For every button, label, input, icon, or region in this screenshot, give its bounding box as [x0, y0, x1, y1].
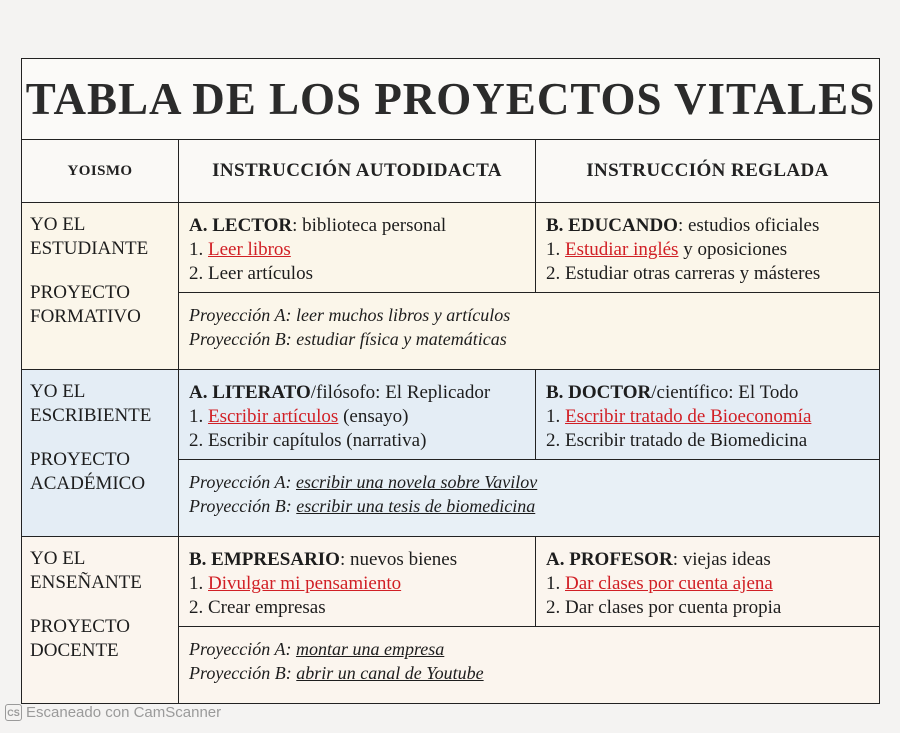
cell-educando: [536, 203, 880, 293]
cell-lector: [179, 203, 536, 293]
row-label-estudiante: [22, 203, 179, 370]
cell-title: A. PROFESOR: viejas ideas: [546, 549, 771, 570]
header-autodidacta: INSTRUCCIÓN AUTODIDACTA: [179, 140, 536, 203]
cell-item: 1. Estudiar inglés y oposiciones: [546, 239, 788, 260]
cell-item: 1. Escribir tratado de Bioeconomía: [546, 406, 812, 427]
projection-a: Proyección A: leer muchos libros y artículos: [189, 305, 511, 325]
row-label-line: ENSEÑANTE: [30, 572, 142, 593]
cell-doctor: [536, 370, 880, 460]
header-yoismo: YOISMO: [22, 140, 179, 203]
row-label-line: FORMATIVO: [30, 306, 141, 327]
cell-title: A. LECTOR: biblioteca personal: [189, 215, 447, 236]
cell-literato: [179, 370, 536, 460]
row-label-line: PROYECTO: [30, 282, 130, 303]
highlighted-task: Estudiar inglés: [565, 239, 679, 260]
projection-b: Proyección B: abrir un canal de Youtube: [189, 663, 484, 683]
cell-item: 1. Divulgar mi pensamiento: [189, 573, 402, 594]
row-label-line: ESCRIBIENTE: [30, 405, 152, 426]
cell-profesor: [536, 537, 880, 627]
row-label-escribiente: [22, 370, 179, 537]
row-label-ensenante: [22, 537, 179, 704]
cell-item: 1. Dar clases por cuenta ajena: [546, 573, 773, 594]
row-label-line: DOCENTE: [30, 640, 119, 661]
row-label-line: YO EL: [30, 381, 86, 402]
projection-b: Proyección B: estudiar física y matemáticas: [189, 329, 507, 349]
row-label-line: PROYECTO: [30, 449, 130, 470]
row-label-line: YO EL: [30, 548, 86, 569]
highlighted-task: Leer libros: [208, 239, 291, 260]
projection-a: Proyección A: montar una empresa: [189, 639, 445, 659]
highlighted-task: Escribir artículos: [208, 406, 339, 427]
projects-table: [21, 58, 880, 704]
cell-item: 2. Estudiar otras carreras y másteres: [546, 263, 821, 284]
row-label-line: ACADÉMICO: [30, 473, 146, 494]
table-title: TABLA DE LOS PROYECTOS VITALES: [22, 59, 880, 140]
cell-title: A. LITERATO/filósofo: El Replicador: [189, 382, 491, 403]
row-label-line: PROYECTO: [30, 616, 130, 637]
projection-docente: [179, 627, 880, 704]
projection-academico: [179, 460, 880, 537]
highlighted-task: Dar clases por cuenta ajena: [565, 573, 773, 594]
camscanner-logo-icon: CS: [5, 704, 22, 721]
cell-item: 2. Escribir tratado de Biomedicina: [546, 430, 808, 451]
cell-title: B. EDUCANDO: estudios oficiales: [546, 215, 820, 236]
cell-empresario: [179, 537, 536, 627]
cell-item: 2. Leer artículos: [189, 263, 313, 284]
projects-table-sheet: [21, 58, 879, 691]
cell-item: 2. Dar clases por cuenta propia: [546, 597, 782, 618]
projection-a: Proyección A: escribir una novela sobre Vavilov: [189, 472, 538, 492]
scanner-watermark: [5, 704, 221, 721]
row-label-line: ESTUDIANTE: [30, 238, 149, 259]
cell-title: B. DOCTOR/científico: El Todo: [546, 382, 799, 403]
row-label-line: YO EL: [30, 214, 86, 235]
highlighted-task: Escribir tratado de Bioeconomía: [565, 406, 812, 427]
projection-b: Proyección B: escribir una tesis de biomedicina: [189, 496, 536, 516]
cell-item: 2. Escribir capítulos (narrativa): [189, 430, 427, 451]
cell-item: 2. Crear empresas: [189, 597, 326, 618]
projection-formativo: [179, 293, 880, 370]
highlighted-task: Divulgar mi pensamiento: [208, 573, 402, 594]
cell-item: 1. Leer libros: [189, 239, 291, 260]
cell-item: 1. Escribir artículos (ensayo): [189, 406, 409, 427]
cell-title: B. EMPRESARIO: nuevos bienes: [189, 549, 458, 570]
watermark-text: Escaneado con CamScanner: [26, 704, 222, 721]
header-reglada: INSTRUCCIÓN REGLADA: [536, 140, 880, 203]
